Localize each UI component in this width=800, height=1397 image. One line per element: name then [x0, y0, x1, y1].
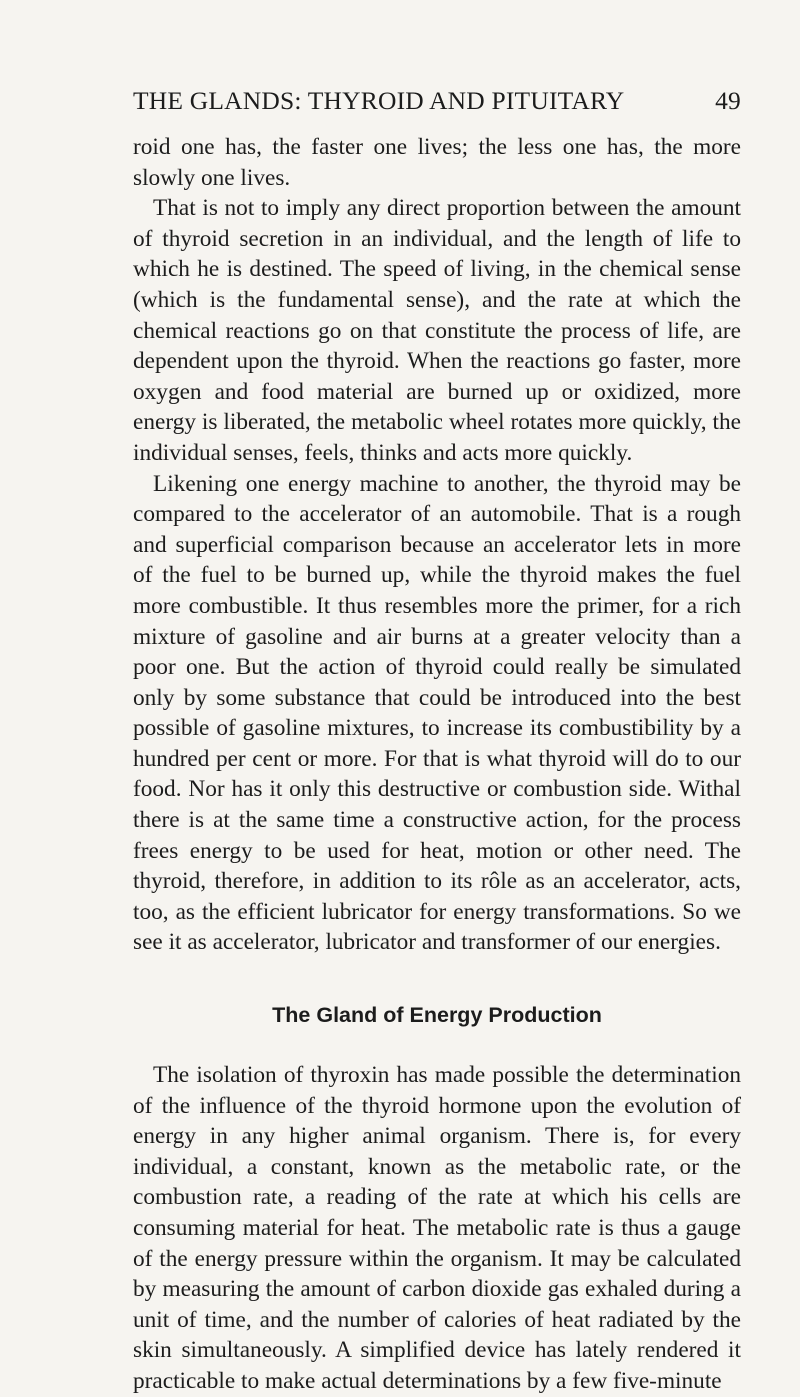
running-title: THE GLANDS: THYROID AND PITUITARY	[133, 86, 625, 115]
section-heading: The Gland of Energy Production	[272, 1003, 602, 1028]
running-head	[133, 86, 741, 116]
page-number: 49	[715, 86, 741, 115]
paragraph: That is not to imply any direct proportion between the amount of thyroid secretion in an individual, and the length of life to which he is destined. The speed of living, in the chemical sense (which is the fundamental sense), and the rate at which the chemical reactions go on that constitute the process of life, are dependent upon the thyroid. When the reactions go faster, more oxygen and food material are burned up or oxidized, more energy is liberated, the metabolic wheel rotates more quickly, the individual senses, feels, thinks and acts more quickly.	[133, 195, 741, 466]
paragraph: Likening one energy machine to another, the thyroid may be compared to the accelerator of an automobile. That is a rough and superficial comparison because an accelerator lets in more of the fuel to be burned up, while the thyroid makes the fuel more combustible. It thus resembles more the primer, for a rich mixture of gasoline and air burns at a greater velocity than a poor one. But the action of thyroid could really be simulated only by some substance that could be introduced into the best possible of gasoline mixtures, to increase its combustibility by a hundred per cent or more. For that is what thyroid will do to our food. Nor has it only this destructive or combustion side. Withal there is at the same time a constructive action, for the process frees energy to be used for heat, motion or other need. The thyroid, therefore, in addition to its rôle as an accelerator, acts, too, as the efficient lubricator for energy transformations. So we see it as accelerator, lubricator and transformer of our energies.	[133, 470, 741, 956]
paragraph: The isolation of thyroxin has made possible the determination of the influence of the thyroid hormone upon the evolution of energy in any higher animal organism. There is, for every individual, a constant, known as the metabolic rate, or the combustion rate, a reading of the rate at which his cells are consuming material for heat. The metabolic rate is thus a gauge of the energy pressure within the organism. It may be calculated by measuring the amount of carbon dioxide gas exhaled during a unit of time, and the number of calories of heat radiated by the skin simultaneously. A simplified device has lately rendered it practicable to make actual determinations by a few five-minute	[133, 1062, 741, 1394]
body-text	[133, 132, 741, 1397]
paragraph-continued: roid one has, the faster one lives; the less one has, the more slowly one lives.	[133, 134, 741, 191]
